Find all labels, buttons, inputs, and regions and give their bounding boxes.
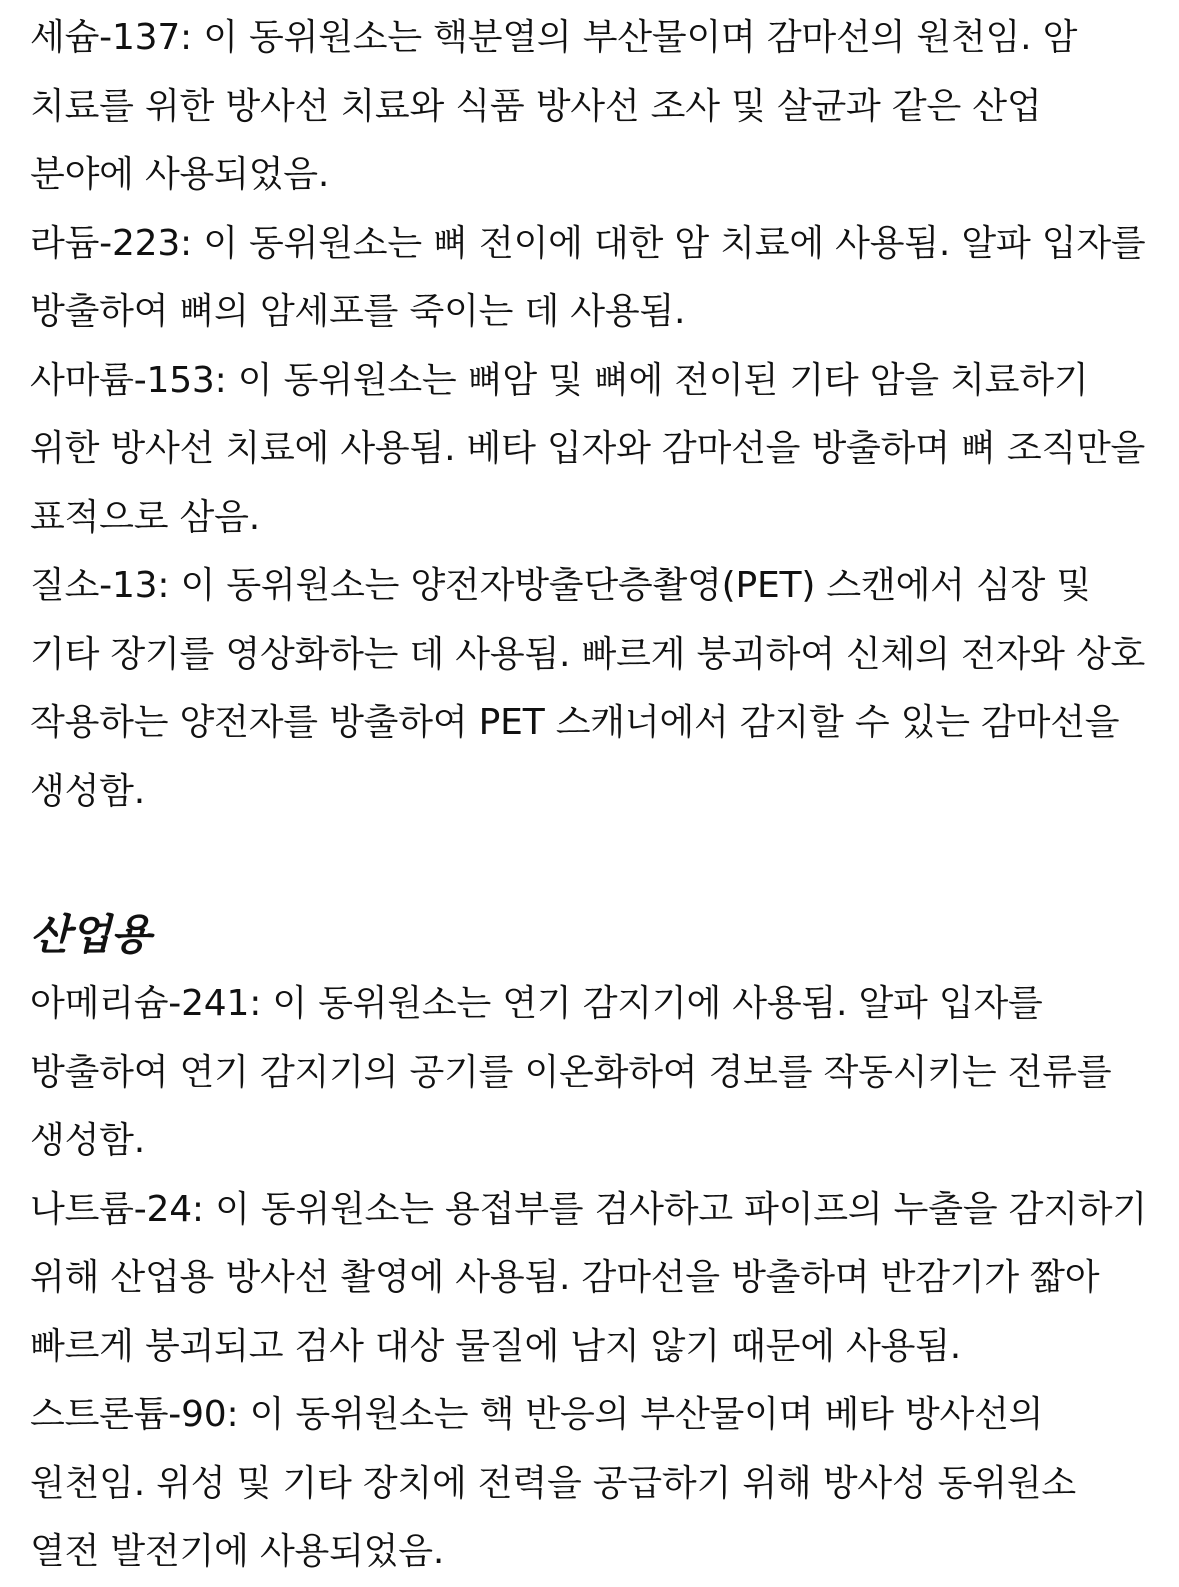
paragraph-cesium-137: 세슘-137: 이 동위원소는 핵분열의 부산물이며 감마선의 원천임. 암 치료를 위한 방사선 치료와 식품 방사선 조사 및 살균과 같은 산업 분야에 사용되었음. — [30, 17, 1078, 195]
paragraph-americium-241: 아메리슘-241: 이 동위원소는 연기 감지기에 사용됨. 알파 입자를 방출하여 연기 감지기의 공기를 이온화하여 경보를 작동시키는 전류를 생성함. — [30, 983, 1112, 1161]
section-spacer — [30, 826, 1150, 894]
paragraph-samarium-153: 사마륨-153: 이 동위원소는 뼈암 및 뼈에 전이된 기타 암을 치료하기 위한 방사선 치료에 사용됨. 베타 입자와 감마선을 방출하며 뼈 조직만을 표적으로 삼음. — [30, 359, 1146, 538]
paragraph-sodium-24: 나트륨-24: 이 동위원소는 용접부를 검사하고 파이프의 누출을 감지하기 위해 산업용 방사선 촬영에 사용됨. 감마선을 방출하며 반감기가 짧아 빠르게 붕괴되고 검사 대상 물질에 남지 않기 때문에 사용됨. — [30, 1188, 1147, 1367]
document-body — [30, 4, 1150, 1587]
paragraph-nitrogen-13: 질소-13: 이 동위원소는 양전자방출단층촬영(PET) 스캔에서 심장 및 기타 장기를 영상화하는 데 사용됨. 빠르게 붕괴하여 신체의 전자와 상호 작용하는 양전자를 방출하여 PET 스캐너에서 감지할 수 있는 감마선을 생성함. — [30, 565, 1146, 812]
paragraph-strontium-90: 스트론튬-90: 이 동위원소는 핵 반응의 부산물이며 베타 방사선의 원천임. 위성 및 기타 장치에 전력을 공급하기 위해 방사성 동위원소 열전 발전기에 사용되었음. — [30, 1394, 1076, 1572]
paragraph-radium-223: 라듐-223: 이 동위원소는 뼈 전이에 대한 암 치료에 사용됨. 알파 입자를 방출하여 뼈의 암세포를 죽이는 데 사용됨. — [30, 222, 1146, 332]
section-heading-industrial: 산업용 — [30, 910, 152, 959]
